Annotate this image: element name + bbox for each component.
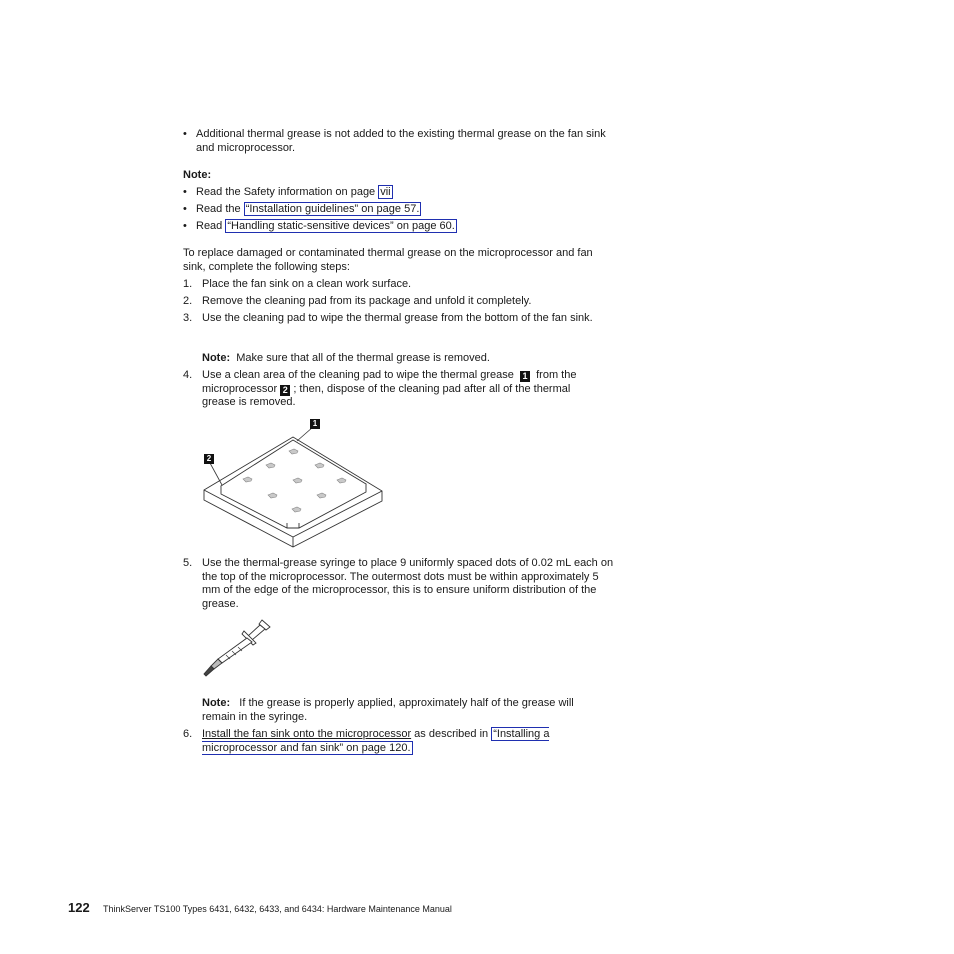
- note-text: If the grease is properly applied, approximately half of the grease will remain in the syringe.: [202, 697, 574, 723]
- note-label: Note:: [202, 697, 231, 709]
- bullet-marker: •: [183, 220, 187, 232]
- step-5-text: Use the thermal-grease syringe to place 9 uniformly spaced dots of 0.02 mL each on the top of the microprocessor. The outermost dots must be within approximately 5 mm of the edge of the microprocessor, this is to ensure uniform distribution of the grease.: [202, 557, 614, 610]
- callout-1: 1: [520, 371, 530, 382]
- figure-callout-1: 1: [310, 419, 320, 429]
- note-bullet-prefix: Read: [196, 220, 226, 232]
- note-bullet-prefix: Read the: [196, 203, 244, 215]
- step-3-text: Use the cleaning pad to wipe the thermal grease from the bottom of the fan sink.: [202, 312, 593, 324]
- step-number: 5.: [183, 557, 193, 569]
- page-number: 122: [68, 900, 90, 915]
- syringe-illustration: [200, 617, 275, 679]
- step-number: 6.: [183, 728, 193, 740]
- installation-guidelines-link[interactable]: “Installation guidelines” on page 57.: [245, 203, 420, 215]
- note-bullet-safety: [196, 186, 616, 200]
- bullet-marker: •: [183, 128, 187, 140]
- step-4-text: [202, 369, 602, 410]
- step-number: 1.: [183, 278, 193, 290]
- step-4-part2: from the microprocessor: [202, 369, 577, 395]
- steps-intro: To replace damaged or contaminated thermal grease on the microprocessor and fan sink, complete the following steps:: [183, 247, 593, 273]
- note-heading: Note:: [183, 169, 212, 181]
- step-number: 4.: [183, 369, 193, 381]
- static-sensitive-link[interactable]: “Handling static-sensitive devices” on page 60.: [227, 220, 455, 232]
- callout-2: 2: [280, 385, 290, 396]
- footer-title: ThinkServer TS100 Types 6431, 6432, 6433, and 6434: Hardware Maintenance Manual: [103, 904, 452, 914]
- note-bullet-prefix: Read the Safety information on page: [196, 186, 379, 198]
- installing-microprocessor-link[interactable]: “Installing a microprocessor and fan sink” on page 120.: [202, 728, 550, 754]
- step-6-part2: as described in: [411, 728, 492, 740]
- note-bullet-guidelines: [196, 203, 616, 217]
- step-2-text: Remove the cleaning pad from its package and unfold it completely.: [202, 295, 532, 307]
- step-number: 2.: [183, 295, 193, 307]
- note-bullet-static: [196, 220, 616, 234]
- step-6-text: [202, 728, 582, 755]
- step-6-part1: Install the fan sink onto the microprocessor: [202, 728, 412, 740]
- note-text: Make sure that all of the thermal grease is removed.: [236, 352, 490, 364]
- microprocessor-illustration: [200, 415, 390, 550]
- step-number: 3.: [183, 312, 193, 324]
- step-5-note: [202, 697, 602, 724]
- intro-bullet-text: Additional thermal grease is not added to the existing thermal grease on the fan sink and microprocessor.: [196, 128, 606, 154]
- note-label: Note:: [202, 352, 231, 364]
- step-4-part1: Use a clean area of the cleaning pad to wipe the thermal grease: [202, 369, 514, 381]
- step-4-part3: ; then, dispose of the cleaning pad after all of the thermal grease is removed.: [202, 382, 571, 408]
- bullet-marker: •: [183, 186, 187, 198]
- step-1-text: Place the fan sink on a clean work surface.: [202, 278, 412, 290]
- bullet-marker: •: [183, 203, 187, 215]
- step-3-note: [202, 352, 612, 366]
- figure-callout-2: 2: [204, 454, 214, 464]
- safety-info-link[interactable]: vii: [380, 186, 391, 198]
